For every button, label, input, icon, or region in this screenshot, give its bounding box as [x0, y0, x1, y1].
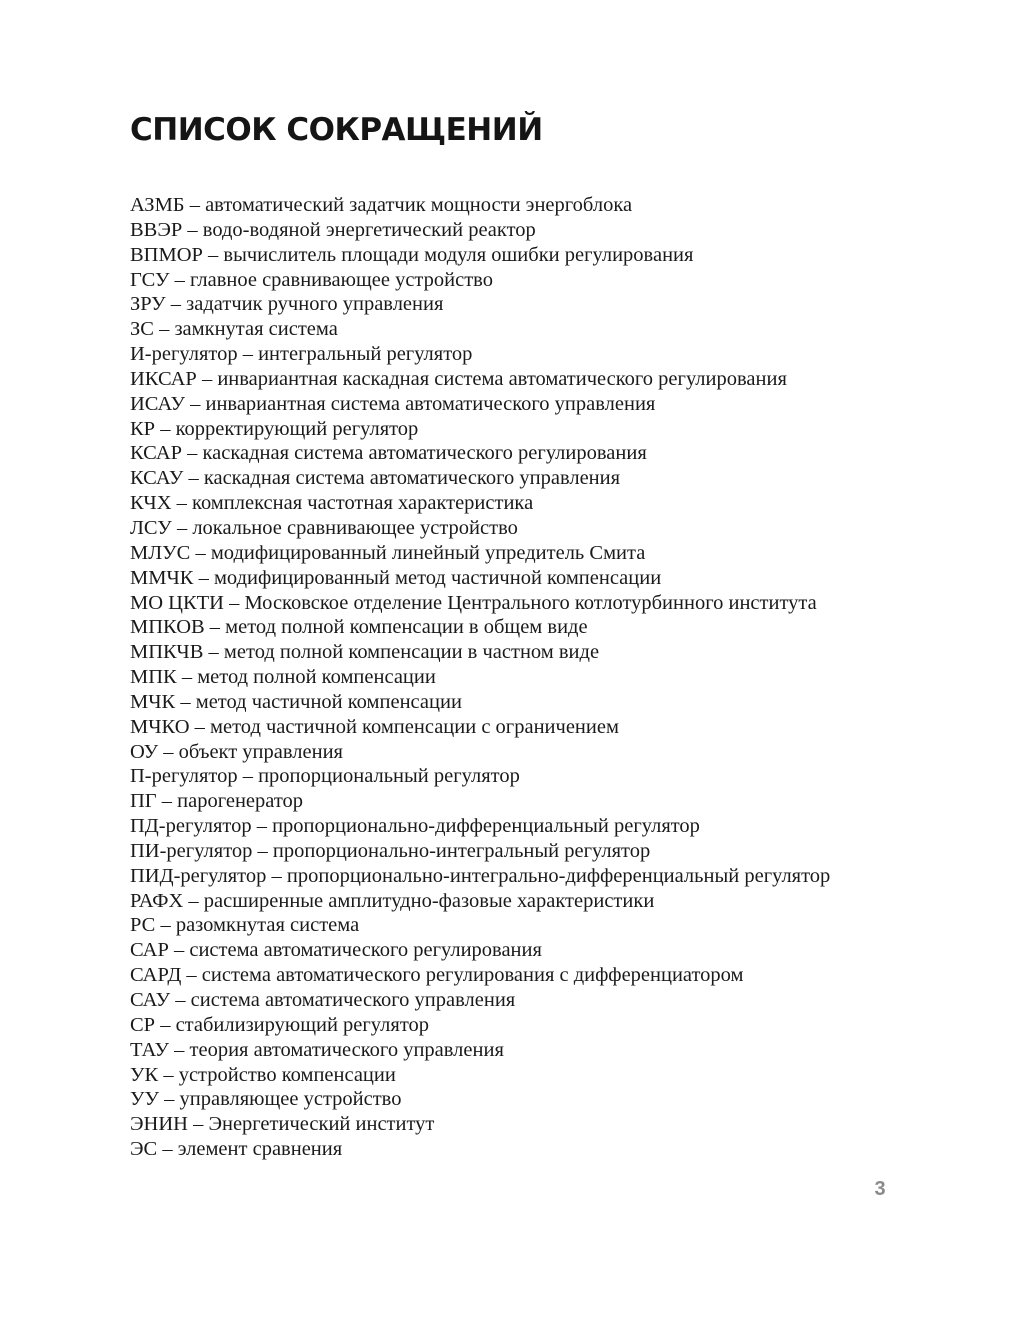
- abbreviation-entry: СР – стабилизирующий регулятор: [130, 1013, 430, 1036]
- abbreviation-entry: КЧХ – комплексная частотная характеристика: [130, 492, 534, 515]
- abbreviation-entry: КСАР – каскадная система автоматического регулирования: [130, 442, 647, 465]
- abbreviation-entry: КСАУ – каскадная система автоматического управления: [130, 467, 621, 490]
- abbreviation-entry: РАФХ – расширенные амплитудно-фазовые характеристики: [130, 889, 655, 912]
- page-title: СПИСОК СОКРАЩЕНИЙ: [130, 112, 543, 148]
- abbreviation-entry: МЧКО – метод частичной компенсации с ограничением: [130, 715, 619, 738]
- abbreviation-entry: ММЧК – модифицированный метод частичной компенсации: [130, 566, 662, 589]
- abbreviation-entry: ЭНИН – Энергетический институт: [130, 1113, 435, 1136]
- abbreviation-entry: ТАУ – теория автоматического управления: [130, 1038, 504, 1061]
- abbreviation-entry: И-регулятор – интегральный регулятор: [130, 343, 473, 366]
- abbreviation-entry: МЧК – метод частичной компенсации: [130, 690, 462, 713]
- abbreviation-entry: ИКСАР – инвариантная каскадная система автоматического регулирования: [130, 367, 787, 390]
- abbreviation-entry: ЭС – элемент сравнения: [130, 1138, 343, 1161]
- abbreviation-entry: МПК – метод полной компенсации: [130, 666, 436, 689]
- abbreviation-entry: МО ЦКТИ – Московское отделение Центрального котлотурбинного института: [130, 591, 817, 614]
- page-number: 3: [874, 1178, 886, 1200]
- abbreviation-entry: МЛУС – модифицированный линейный упредитель Смита: [130, 541, 646, 564]
- abbreviation-entry: ЛСУ – локальное сравнивающее устройство: [130, 516, 518, 539]
- abbreviation-entry: МПКОВ – метод полной компенсации в общем виде: [130, 616, 588, 639]
- abbreviation-entry: ВПМОР – вычислитель площади модуля ошибки регулирования: [130, 243, 694, 266]
- abbreviation-entry: ПИ-регулятор – пропорционально-интегральный регулятор: [130, 839, 651, 862]
- abbreviation-entry: САРД – система автоматического регулирования с дифференциатором: [130, 964, 744, 987]
- abbreviation-entry: ЗРУ – задатчик ручного управления: [130, 293, 444, 316]
- abbreviation-list: [130, 193, 830, 1162]
- abbreviation-entry: П-регулятор – пропорциональный регулятор: [130, 765, 520, 788]
- abbreviation-entry: ПИД-регулятор – пропорционально-интегрально-дифференциальный регулятор: [130, 864, 831, 887]
- abbreviation-entry: РС – разомкнутая система: [130, 914, 360, 937]
- abbreviation-entry: КР – корректирующий регулятор: [130, 417, 419, 440]
- abbreviation-entry: УУ – управляющее устройство: [130, 1088, 402, 1111]
- abbreviation-entry: ГСУ – главное сравнивающее устройство: [130, 268, 493, 291]
- abbreviation-entry: ПД-регулятор – пропорционально-дифференциальный регулятор: [130, 815, 700, 838]
- abbreviation-entry: ВВЭР – водо-водяной энергетический реактор: [130, 218, 536, 241]
- abbreviation-entry: ИСАУ – инвариантная система автоматического управления: [130, 392, 656, 415]
- abbreviation-entry: МПКЧВ – метод полной компенсации в частном виде: [130, 641, 600, 664]
- abbreviation-entry: САР – система автоматического регулирования: [130, 939, 542, 962]
- abbreviation-entry: ОУ – объект управления: [130, 740, 343, 763]
- abbreviation-entry: САУ – система автоматического управления: [130, 989, 516, 1011]
- abbreviation-entry: ЗС – замкнутая система: [130, 318, 338, 341]
- abbreviation-entry: АЗМБ – автоматический задатчик мощности энергоблока: [130, 194, 633, 216]
- abbreviation-entry: ПГ – парогенератор: [130, 790, 304, 813]
- abbreviation-entry: УК – устройство компенсации: [130, 1063, 396, 1086]
